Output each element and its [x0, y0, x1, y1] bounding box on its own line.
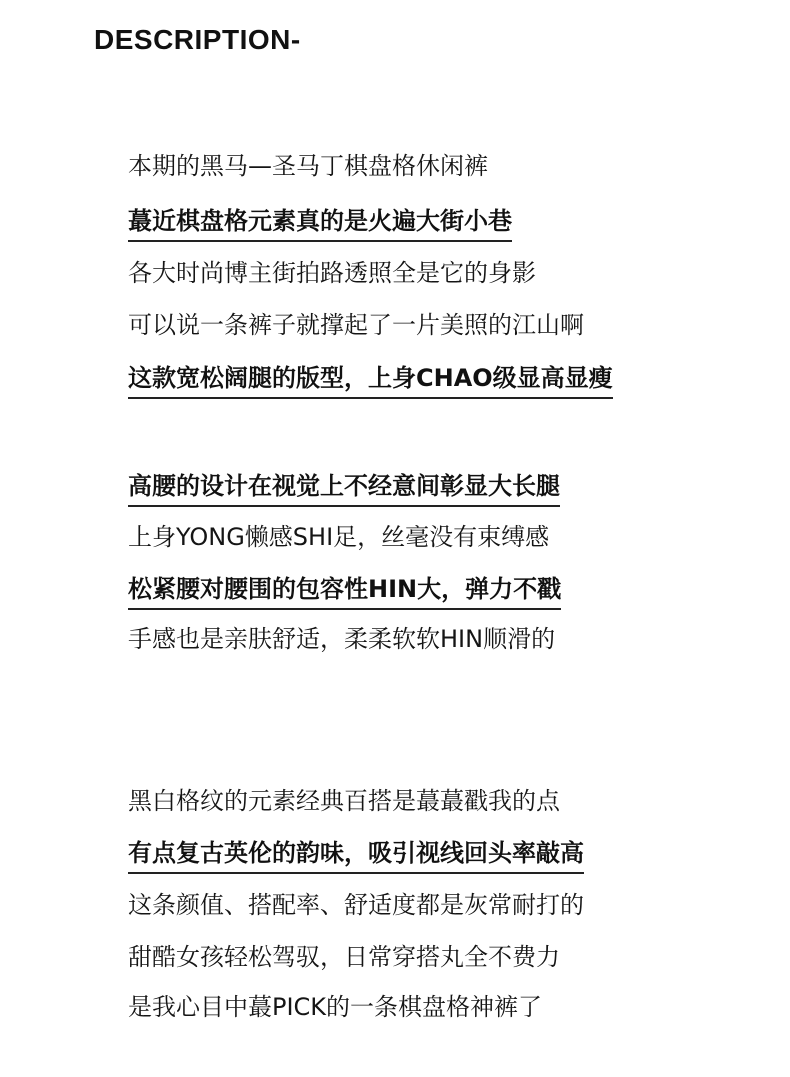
section-heading: DESCRIPTION-: [94, 24, 301, 55]
text-line: 黑白格纹的元素经典百搭是蕞蕞戳我的点: [128, 787, 560, 815]
text-line: 上身YONG懒感SHI足，丝毫没有束缚感: [128, 523, 550, 551]
highlighted-text-line: 高腰的设计在视觉上不经意间彰显大长腿: [128, 466, 560, 506]
text-line: 是我心目中蕞PICK的一条棋盘格神裤了: [128, 993, 543, 1021]
text-line: 甜酷女孩轻松驾驭，日常穿搭丸全不费力: [128, 943, 560, 971]
highlighted-text-line: 有点复古英伦的韵味，吸引视线回头率敲高: [128, 833, 584, 873]
text-line: 各大时尚博主街拍路透照全是它的身影: [128, 259, 536, 287]
text-line: 这条颜值、搭配率、舒适度都是灰常耐打的: [128, 891, 584, 919]
text-line: 本期的黑马—圣马丁棋盘格休闲裤: [128, 152, 488, 180]
highlighted-text-line: 蕞近棋盘格元素真的是火遍大街小巷: [128, 201, 512, 241]
text-line: 手感也是亲肤舒适，柔柔软软HIN顺滑的: [128, 625, 556, 653]
highlighted-text-line: 松紧腰对腰围的包容性HIN大，弹力不戳: [128, 569, 561, 609]
highlighted-text-line: 这款宽松阔腿的版型，上身CHAO级显高显瘦: [128, 358, 613, 398]
text-line: 可以说一条裤子就撑起了一片美照的江山啊: [128, 311, 584, 339]
